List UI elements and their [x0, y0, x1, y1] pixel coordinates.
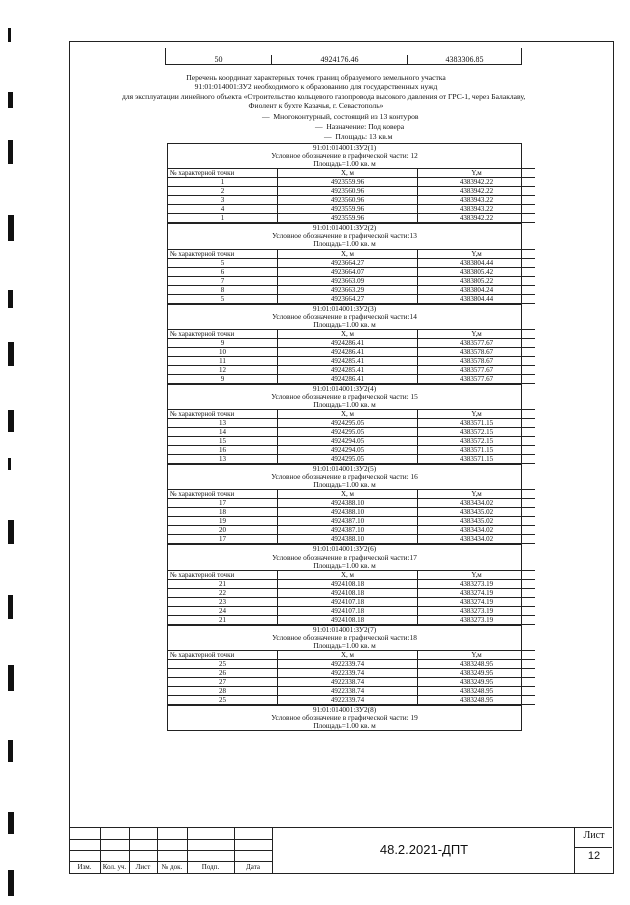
coordinates-table	[168, 570, 535, 625]
column-header: X, м	[278, 570, 418, 579]
point-number: 5	[168, 258, 278, 267]
x-coordinate: 4923664.07	[278, 267, 418, 276]
point-number: 21	[168, 579, 278, 588]
point-number: 1	[168, 214, 278, 223]
point-number: 7	[168, 276, 278, 285]
table-header-row	[168, 169, 535, 178]
col-label-sheet: Лист	[135, 863, 151, 871]
x-coordinate: 4923663.29	[278, 285, 418, 294]
parcel-purpose-text: Назначение: Под ковера	[326, 122, 405, 131]
y-coordinate: 4383577.67	[418, 365, 536, 374]
column-header: № характерной точки	[168, 570, 278, 579]
table-row	[168, 579, 535, 588]
coordinates-table	[168, 249, 535, 304]
point-number: 17	[168, 499, 278, 508]
point-number: 28	[168, 686, 278, 695]
binding-mark	[8, 812, 14, 834]
x-coordinate: 4923559.96	[278, 214, 418, 223]
y-coordinate: 4383572.15	[418, 428, 536, 437]
continued-point-number: 50	[214, 55, 223, 64]
table-row	[168, 347, 535, 356]
table-row	[168, 214, 535, 223]
parcel-area-text: Площадь: 13 кв.м	[335, 132, 393, 141]
column-header: X, м	[278, 249, 418, 258]
binding-mark	[8, 870, 14, 896]
y-coordinate: 4383577.67	[418, 374, 536, 383]
y-coordinate: 4383273.19	[418, 615, 536, 624]
contour-id: 91:01:014001:ЗУ2(2)	[312, 223, 377, 233]
table-row	[168, 428, 535, 437]
point-number: 8	[168, 285, 278, 294]
y-coordinate: 4383578.67	[418, 356, 536, 365]
y-coordinate: 4383942.22	[418, 187, 536, 196]
y-coordinate: 4383435.02	[418, 517, 536, 526]
table-row	[168, 365, 535, 374]
table-row	[168, 695, 535, 704]
x-coordinate: 4922338.74	[278, 686, 418, 695]
x-coordinate: 4923560.96	[278, 187, 418, 196]
y-coordinate: 4383248.95	[418, 695, 536, 704]
binding-mark	[8, 290, 13, 308]
y-coordinate: 4383805.42	[418, 267, 536, 276]
sheet-number: 12	[587, 850, 601, 862]
parcel-type-text: Многоконтурный, состоящий из 13 контуров	[273, 112, 419, 121]
point-number: 6	[168, 267, 278, 276]
y-coordinate: 4383571.15	[418, 419, 536, 428]
contour-id: 91:01:014001:ЗУ2(8)	[312, 704, 377, 714]
contour-area: Площадь=1.00 кв. м	[313, 480, 376, 490]
table-row	[168, 437, 535, 446]
y-coordinate: 4383248.95	[418, 659, 536, 668]
table-row	[168, 686, 535, 695]
coordinate-listing	[167, 143, 522, 731]
table-row	[168, 338, 535, 347]
column-header: № характерной точки	[168, 490, 278, 499]
binding-mark	[8, 665, 14, 691]
table-row	[168, 588, 535, 597]
point-number: 25	[168, 659, 278, 668]
heading-line: Перечень координат характерных точек границ образуемого земельного участка	[186, 73, 446, 82]
contour-label: Условное обозначение в графической части:14	[272, 311, 417, 321]
x-coordinate: 4924108.18	[278, 615, 418, 624]
table-row	[168, 446, 535, 455]
point-number: 5	[168, 294, 278, 303]
point-number: 16	[168, 446, 278, 455]
coordinates-table	[168, 329, 535, 384]
y-coordinate: 4383804.44	[418, 258, 536, 267]
table-header-row	[168, 329, 535, 338]
y-coordinate: 4383435.02	[418, 508, 536, 517]
point-number: 9	[168, 374, 278, 383]
table-row	[168, 499, 535, 508]
table-row	[168, 508, 535, 517]
point-number: 13	[168, 455, 278, 464]
contour-id: 91:01:014001:ЗУ2(4)	[312, 383, 377, 393]
x-coordinate: 4924388.10	[278, 508, 418, 517]
page-heading	[122, 73, 526, 110]
contour-area: Площадь=1.00 кв. м	[313, 319, 376, 329]
y-coordinate: 4383578.67	[418, 347, 536, 356]
point-number: 23	[168, 597, 278, 606]
y-coordinate: 4383571.15	[418, 446, 536, 455]
table-header-row	[168, 410, 535, 419]
y-coordinate: 4383274.19	[418, 588, 536, 597]
contour-area: Площадь=1.00 кв. м	[313, 560, 376, 570]
column-header: Y,м	[418, 490, 536, 499]
table-row	[168, 294, 535, 303]
continued-y: 4383306.85	[407, 55, 521, 64]
table-row	[168, 535, 535, 544]
binding-mark	[8, 28, 11, 42]
table-row	[168, 668, 535, 677]
contour-label: Условное обозначение в графической части: 15	[271, 391, 418, 401]
contour-label: Условное обозначение в графической части:17	[272, 552, 417, 562]
binding-mark	[8, 740, 13, 762]
point-number: 10	[168, 347, 278, 356]
table-header-row	[168, 249, 535, 258]
table-row	[168, 276, 535, 285]
contour-block	[168, 384, 521, 464]
point-number: 4	[168, 205, 278, 214]
contour-block	[168, 304, 521, 384]
x-coordinate: 4924294.05	[278, 437, 418, 446]
contour-block	[168, 544, 521, 624]
table-row	[168, 205, 535, 214]
binding-mark	[8, 140, 13, 164]
x-coordinate: 4924286.41	[278, 347, 418, 356]
coordinates-table	[168, 409, 535, 464]
col-label-doc: № док.	[161, 863, 183, 871]
binding-mark	[8, 458, 11, 470]
contour-block	[168, 223, 521, 303]
y-coordinate: 4383942.22	[418, 178, 536, 187]
heading-line: 91:01:014001:ЗУ2 необходимого к образованию для государственных нужд	[194, 82, 438, 92]
contour-label: Условное обозначение в графической части: 19	[271, 713, 418, 723]
column-header: X, м	[278, 410, 418, 419]
point-number: 26	[168, 668, 278, 677]
x-coordinate: 4923664.27	[278, 258, 418, 267]
table-row	[168, 258, 535, 267]
y-coordinate: 4383943.22	[418, 196, 536, 205]
x-coordinate: 4924388.10	[278, 499, 418, 508]
parcel-area: — Площадь: 13 кв.м	[324, 132, 393, 141]
parcel-purpose: — Назначение: Под ковера	[315, 122, 405, 131]
column-header: Y,м	[418, 570, 536, 579]
binding-mark	[8, 595, 13, 619]
y-coordinate: 4383434.02	[418, 535, 536, 544]
column-header: Y,м	[418, 650, 536, 659]
sheet-label: Лист	[583, 830, 605, 841]
x-coordinate: 4924286.41	[278, 374, 418, 383]
y-coordinate: 4383273.19	[418, 579, 536, 588]
y-coordinate: 4383804.24	[418, 285, 536, 294]
x-coordinate: 4924387.10	[278, 526, 418, 535]
y-coordinate: 4383942.22	[418, 214, 536, 223]
x-coordinate: 4924295.05	[278, 428, 418, 437]
y-coordinate: 4383249.95	[418, 668, 536, 677]
x-coordinate: 4923559.96	[278, 178, 418, 187]
coordinates-table	[168, 650, 535, 705]
table-header-row	[168, 490, 535, 499]
contour-id: 91:01:014001:ЗУ2(3)	[312, 303, 377, 313]
column-header: X, м	[278, 169, 418, 178]
table-header-row	[168, 650, 535, 659]
contour-id: 91:01:014001:ЗУ2(5)	[312, 464, 377, 474]
binding-mark	[8, 92, 13, 108]
contour-id: 91:01:014001:ЗУ2(7)	[312, 624, 377, 634]
point-number: 20	[168, 526, 278, 535]
contour-area: Площадь=1.00 кв. м	[313, 159, 376, 169]
table-row	[168, 196, 535, 205]
x-coordinate: 4924285.41	[278, 356, 418, 365]
column-header: Y,м	[418, 329, 536, 338]
point-number: 14	[168, 428, 278, 437]
x-coordinate: 4924286.41	[278, 338, 418, 347]
point-number: 22	[168, 588, 278, 597]
x-coordinate: 4924295.05	[278, 455, 418, 464]
y-coordinate: 4383571.15	[418, 455, 536, 464]
contour-area: Площадь=1.00 кв. м	[313, 640, 376, 650]
x-coordinate: 4923560.96	[278, 196, 418, 205]
point-number: 24	[168, 606, 278, 615]
y-coordinate: 4383804.44	[418, 294, 536, 303]
contour-id: 91:01:014001:ЗУ2(1)	[312, 143, 377, 152]
point-number: 12	[168, 365, 278, 374]
contour-block	[168, 144, 521, 223]
x-coordinate: 4924285.41	[278, 365, 418, 374]
table-row	[168, 178, 535, 187]
contour-block	[168, 705, 521, 730]
x-coordinate: 4923664.27	[278, 294, 418, 303]
column-header: № характерной точки	[168, 410, 278, 419]
contour-area: Площадь=1.00 кв. м	[313, 721, 376, 731]
y-coordinate: 4383572.15	[418, 437, 536, 446]
table-row	[168, 419, 535, 428]
continued-x: 4924176.46	[271, 55, 407, 64]
contour-block	[168, 464, 521, 544]
point-number: 11	[168, 356, 278, 365]
y-coordinate: 4383577.67	[418, 338, 536, 347]
heading-line: Фиолент к бухте Казачья, г. Севастополь»	[248, 100, 384, 110]
table-row	[168, 187, 535, 196]
x-coordinate: 4922339.74	[278, 695, 418, 704]
contour-label: Условное обозначение в графической части: 16	[271, 472, 418, 482]
column-header: X, м	[278, 329, 418, 338]
column-header: № характерной точки	[168, 169, 278, 178]
binding-mark	[8, 215, 14, 241]
title-block	[69, 827, 612, 873]
y-coordinate: 4383248.95	[418, 686, 536, 695]
parcel-type: — Многоконтурный, состоящий из 13 контуров	[262, 112, 419, 121]
point-number: 25	[168, 695, 278, 704]
col-label-date: Дата	[246, 863, 260, 871]
table-row	[168, 659, 535, 668]
table-row	[168, 606, 535, 615]
y-coordinate: 4383249.95	[418, 677, 536, 686]
column-header: № характерной точки	[168, 650, 278, 659]
point-number: 3	[168, 196, 278, 205]
x-coordinate: 4924107.18	[278, 606, 418, 615]
x-coordinate: 4924294.05	[278, 446, 418, 455]
x-coordinate: 4922339.74	[278, 659, 418, 668]
column-header: № характерной точки	[168, 329, 278, 338]
point-number: 15	[168, 437, 278, 446]
table-row	[168, 455, 535, 464]
coordinates-table	[168, 489, 535, 544]
contour-id: 91:01:014001:ЗУ2(6)	[312, 544, 377, 554]
table-row	[168, 267, 535, 276]
x-coordinate: 4924387.10	[278, 517, 418, 526]
binding-mark	[8, 342, 14, 366]
x-coordinate: 4924108.18	[278, 579, 418, 588]
point-number: 19	[168, 517, 278, 526]
col-label-change: Изм.	[77, 863, 92, 871]
coordinates-table	[168, 168, 535, 223]
table-row	[168, 285, 535, 294]
point-number: 9	[168, 338, 278, 347]
x-coordinate: 4923559.96	[278, 205, 418, 214]
column-header: № характерной точки	[168, 249, 278, 258]
y-coordinate: 4383434.02	[418, 499, 536, 508]
continued-row	[165, 48, 522, 65]
x-coordinate: 4924107.18	[278, 597, 418, 606]
column-header: Y,м	[418, 410, 536, 419]
point-number: 27	[168, 677, 278, 686]
x-coordinate: 4923663.09	[278, 276, 418, 285]
col-label-count: Кол. уч.	[102, 863, 127, 871]
y-coordinate: 4383434.02	[418, 526, 536, 535]
table-header-row	[168, 570, 535, 579]
contour-label: Условное обозначение в графической части:18	[272, 632, 417, 642]
point-number: 18	[168, 508, 278, 517]
column-header: X, м	[278, 490, 418, 499]
col-label-signature: Подп.	[201, 863, 220, 871]
column-header: Y,м	[418, 169, 536, 178]
x-coordinate: 4924295.05	[278, 419, 418, 428]
point-number: 1	[168, 178, 278, 187]
table-row	[168, 374, 535, 383]
table-row	[168, 526, 535, 535]
table-row	[168, 597, 535, 606]
contour-label: Условное обозначение в графической части:13	[272, 231, 417, 241]
binding-mark	[8, 520, 14, 544]
contour-block	[168, 625, 521, 705]
contour-area: Площадь=1.00 кв. м	[313, 400, 376, 410]
heading-line: для эксплуатации линейного объекта «Строительство кольцевого газопровода высокого давления от ГРС-1, через Балаклаву,	[122, 91, 526, 101]
column-header: X, м	[278, 650, 418, 659]
column-header: Y,м	[418, 249, 536, 258]
binding-mark	[8, 410, 14, 432]
x-coordinate: 4924388.10	[278, 535, 418, 544]
y-coordinate: 4383274.19	[418, 597, 536, 606]
point-number: 17	[168, 535, 278, 544]
table-row	[168, 517, 535, 526]
table-row	[168, 356, 535, 365]
document-number: 48.2.2021-ДПТ	[379, 842, 469, 857]
contour-label: Условное обозначение в графической части: 12	[271, 151, 418, 161]
point-number: 13	[168, 419, 278, 428]
x-coordinate: 4922339.74	[278, 668, 418, 677]
x-coordinate: 4924108.18	[278, 588, 418, 597]
contour-area: Площадь=1.00 кв. м	[313, 239, 376, 249]
point-number: 2	[168, 187, 278, 196]
table-row	[168, 615, 535, 624]
table-row	[168, 677, 535, 686]
y-coordinate: 4383273.19	[418, 606, 536, 615]
y-coordinate: 4383805.22	[418, 276, 536, 285]
point-number: 21	[168, 615, 278, 624]
x-coordinate: 4922338.74	[278, 677, 418, 686]
y-coordinate: 4383943.22	[418, 205, 536, 214]
